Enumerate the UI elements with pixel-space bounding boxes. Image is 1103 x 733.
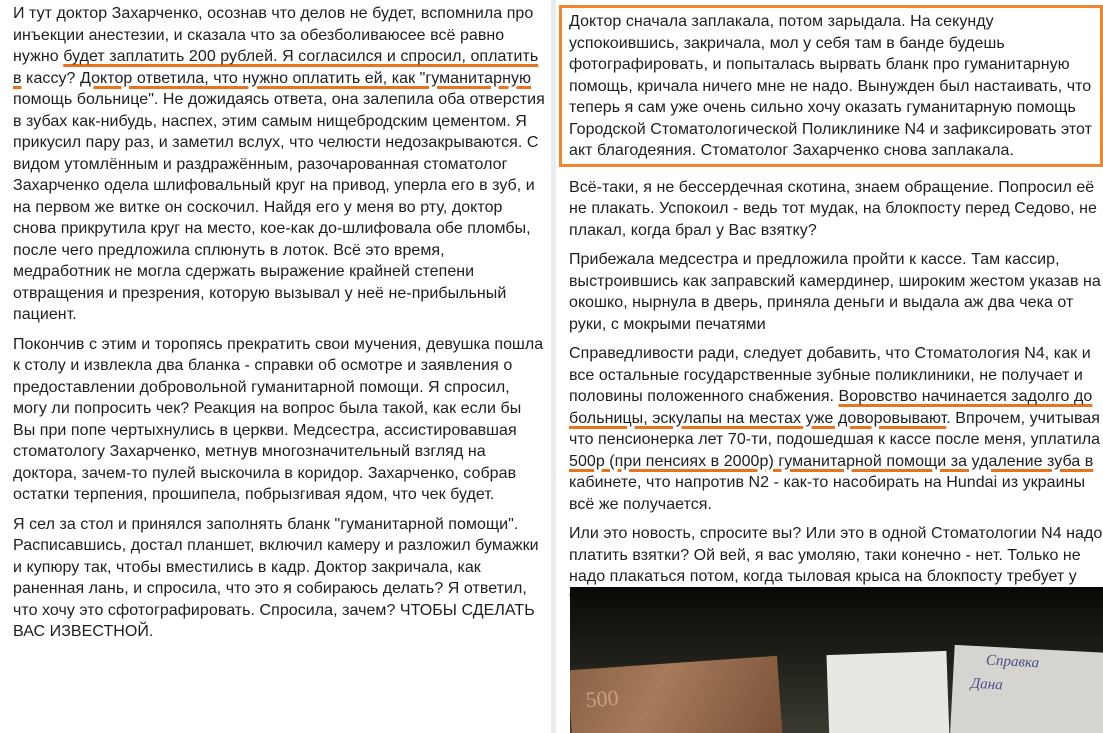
form-document (826, 651, 949, 733)
boxed-paragraph: Доктор сначала заплакала, потом зарыдала. На секунду успокоившись, закричала, мол у себя там в банде будешь фотографировать, и попыталась вырвать бланк про гуманитарную помощь, кричала ничего мне не надо. Вынужден был настаивать, что теперь я сам уже очень сильно хочу оказать гуманитарную помощь Городской Стоматологической Поликлинике N4 и зафиксировать этот акт благодеяния. Стоматолог Захарченко снова заплакала. (569, 13, 1093, 159)
banknote-denomination: 500 (584, 684, 620, 713)
paragraph-text: И тут доктор Захарченко, осознав что делов не будет, вспомнила про инъекции анестезии, и сказала что за обезболиваюсее всё равно нужно (13, 5, 534, 65)
left-text-column (0, 0, 550, 733)
paragraph-2: Покончив с этим и торопясь прекратить свои мучения, девушка пошла к столу и извлекла два бланка - справки об осмотре и заявления о предоставлении добровольной гуманитарной помощи. Я спросил, могу ли попросить чек? Реакция на вопрос была такой, как если бы Вы при попе чертыхнулись в церкви. Медсестра, ассистировавшая стоматологу Захарченко, метнув многозначительный взгляд на доктора, зачем-то пулей выскочила в коридор. Захарченко, собрав остатки терпения, прошипела, побрызгивая ядом, что чек будет. (13, 335, 544, 503)
underlined-phrase: будет заплатить 200 рублей. Я согласился и спросил, оплатить в (13, 48, 539, 87)
paragraph-r5: Или это новость, спросите вы? Или это в одной Стоматологии N4 надо платить взятки? Ой вей, я вас умоляю, таки конечно - нет. Только не надо плакаться потом, когда тыловая крыса на блокпосту требует у (569, 525, 1103, 585)
embedded-photo[interactable] (570, 587, 1103, 733)
highlighted-box (559, 5, 1103, 167)
paragraph-text: . Впрочем, учитывая что пенсионерка лет 70-ти, подошедшая к кассе после меня, уплатила (569, 409, 1101, 448)
paragraph-r4 (569, 343, 1103, 515)
paragraph-1 (13, 3, 546, 326)
paragraph-text: кабинете, что напротив N2 - как-то насобирать на Hundai из украины всё же получается. (569, 474, 1086, 513)
underlined-phrase: 500р (при пенсиях в 2000р) гуманитарной помощи за удаление зуба в (569, 452, 1094, 470)
paragraph-r2: Всё-таки, я не бессердечная скотина, знаем обращение. Попросил её не плакать. Успокоил - ведь тот мудак, на блокпосту перед Седово, не плакал, когда брал у Вас взятку? (569, 178, 1097, 239)
paragraph-text: Справедливости ради, следует добавить, что Стоматология N4, как и все остальные государственные зубные поликлиники, не получает и половины положенного снабжения. (569, 345, 1091, 405)
paragraph-3: Я сел за стол и принялся заполнять бланк "гуманитарной помощи". Расписавшись, достал планшет, включил камеру и разложил бумажки и купюру так, чтобы вместились в кадр. Доктор закричала, как раненная лань, и спросила, что это я собираюсь делать? Я ответил, что хочу это сфотографировать. Спросила, зачем? ЧТОБЫ СДЕЛАТЬ ВАС ИЗВЕСТНОЙ. (13, 515, 539, 640)
handwriting-text: Справка (985, 652, 1040, 672)
paragraph-text: кассу? (21, 69, 81, 87)
underlined-phrase: Доктор ответила, что нужно оплатить ей, как "гуманитарную (80, 69, 532, 87)
paragraph-r3: Прибежала медсестра и предложила пройти к кассе. Там кассир, выстроившись как заправский камердинер, широким жестом указав на окошко, нырнула в дверь, приняла деньги и выдала аж два чека от руки, с мокрыми печатями (569, 251, 1101, 333)
paragraph-text: помощь больнице". Не дожидаясь ответа, она залепила оба отверстия в зубах как-нибудь, наспех, этим самым нищебродским цементом. Я прикусил пару раз, и заметил вслух, что челюсти недозакрываются. С видом утомлённым и раздражённым, разочарованная стоматолог Захарченко одела шлифовальный круг на привод, уперла его в зуб, и на первом же витке он соскочил. Найдя его у меня во рту, доктор снова прикрутила круг на место, кое-как до-шлифовала обе пломбы, после чего предложила сплюнуть в лоток. Всё это время, медработник не могла сдержать выражение крайней степени отвращения и презрения, которую вызывал у неё не-прибыльный пациент. (13, 91, 545, 323)
handwriting-text: Дана (970, 675, 1004, 694)
banknote-image (570, 656, 783, 733)
receipt-document (949, 645, 1103, 733)
underlined-phrase: Воровство начинается задолго до больницы, эскулапы на местах уже доворовывают (569, 388, 1093, 427)
